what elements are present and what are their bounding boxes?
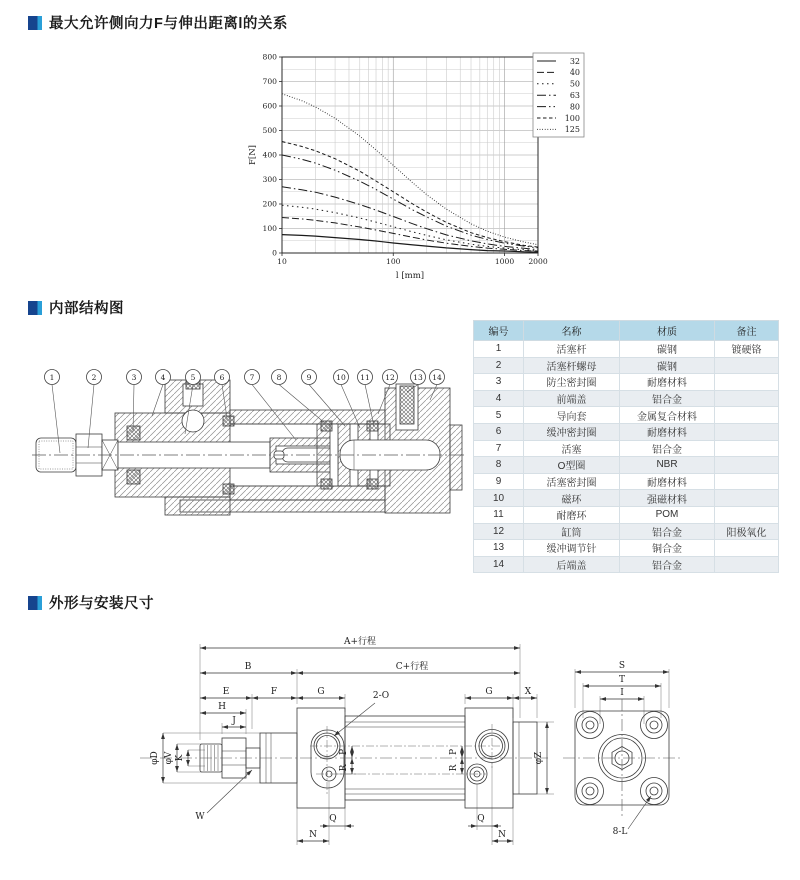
svg-text:G: G [485,687,493,697]
table-cell: NBR [620,457,715,474]
svg-text:X: X [524,687,532,697]
svg-text:10: 10 [336,372,346,382]
svg-text:2-O: 2-O [372,691,390,701]
svg-text:3: 3 [131,372,137,382]
section-bullet-icon [28,301,42,315]
svg-text:B: B [244,662,252,672]
table-cell: 7 [474,440,524,457]
svg-text:100: 100 [262,224,277,234]
svg-text:T: T [618,675,626,685]
parts-table-head [474,321,779,341]
svg-text:φV: φV [164,751,174,765]
table-row [474,423,779,440]
table-cell: 后端盖 [524,556,620,573]
table-cell: 14 [474,556,524,573]
table-cell: 3 [474,374,524,391]
table-cell [715,457,779,474]
table-row [474,407,779,424]
table-row [474,457,779,474]
section-bullet-icon [28,596,42,610]
table-row [474,390,779,407]
table-cell: 耐磨材料 [620,423,715,440]
svg-text:φZ: φZ [534,751,544,765]
svg-text:500: 500 [262,126,277,136]
svg-text:40: 40 [569,68,580,78]
svg-text:1: 1 [49,372,55,382]
svg-text:Q: Q [329,814,337,824]
dimension-lines [150,635,669,843]
cylinder-cross-section [36,380,462,515]
svg-text:6: 6 [219,372,225,382]
svg-text:E: E [222,687,230,697]
table-row [474,473,779,490]
table-cell: 耐磨材料 [620,473,715,490]
svg-text:φD: φD [150,751,160,765]
table-cell: 6 [474,423,524,440]
table-cell [715,357,779,374]
table-cell [715,407,779,424]
table-cell: 磁环 [524,490,620,507]
svg-text:S: S [618,661,626,671]
svg-text:Q: Q [477,814,485,824]
table-cell: 镀硬铬 [715,341,779,358]
parts-table-body [474,341,779,573]
section-title-dimensions [28,592,154,613]
table-row [474,506,779,523]
table-header-row [474,321,779,341]
table-cell: 缓冲密封圈 [524,423,620,440]
svg-text:N: N [498,830,506,840]
table-row [474,490,779,507]
table-row [474,540,779,557]
table-cell: 1 [474,341,524,358]
svg-text:I: I [620,688,624,698]
svg-text:K: K [175,754,185,762]
column-header: 名称 [524,321,620,341]
table-cell [715,490,779,507]
table-cell: 阳极氧化 [715,523,779,540]
svg-text:2: 2 [91,372,97,382]
side-view [140,708,548,808]
table-row [474,341,779,358]
table-cell: 活塞 [524,440,620,457]
svg-text:80: 80 [569,102,580,112]
table-cell [715,374,779,391]
svg-text:12: 12 [385,372,395,382]
svg-text:63: 63 [569,91,580,100]
table-cell [715,556,779,573]
svg-text:0: 0 [272,248,277,258]
column-header: 材质 [620,321,715,341]
table-cell [715,390,779,407]
parts-table [473,320,779,573]
table-cell: 铝合金 [620,390,715,407]
table-cell: 4 [474,390,524,407]
svg-text:2000: 2000 [528,257,548,266]
chart-axis-ticks [263,53,548,266]
svg-text:800: 800 [262,52,277,62]
svg-text:W: W [195,812,205,822]
chart-grid [282,57,538,253]
table-cell: 碳钢 [620,341,715,358]
table-cell: 铝合金 [620,523,715,540]
table-cell: 缸筒 [524,523,620,540]
table-cell: 防尘密封圈 [524,374,620,391]
table-cell: 11 [474,506,524,523]
table-cell: 9 [474,473,524,490]
svg-text:14: 14 [432,372,442,382]
table-cell: 缓冲调节针 [524,540,620,557]
svg-text:8-L: 8-L [612,827,628,837]
table-cell: 12 [474,523,524,540]
table-cell: POM [620,506,715,523]
chart-legend [533,53,584,137]
table-cell: 5 [474,407,524,424]
table-cell: 活塞杆螺母 [524,357,620,374]
svg-text:1000: 1000 [494,257,515,266]
svg-text:G: G [317,687,325,697]
table-row [474,357,779,374]
svg-text:A+行程: A+行程 [343,637,377,647]
table-cell: 2 [474,357,524,374]
table-cell: 10 [474,490,524,507]
svg-text:C+行程: C+行程 [395,662,429,672]
svg-text:10: 10 [277,257,287,266]
dimension-drawing [130,628,690,876]
svg-text:l [mm]: l [mm] [395,271,425,281]
column-header: 编号 [474,321,524,341]
svg-text:5: 5 [190,372,196,382]
svg-text:F[N]: F[N] [248,145,258,165]
table-cell: 前端盖 [524,390,620,407]
svg-text:11: 11 [360,372,370,382]
table-row [474,440,779,457]
svg-text:R: R [449,764,459,772]
table-cell: 铝合金 [620,440,715,457]
table-cell [715,423,779,440]
svg-text:300: 300 [262,175,277,185]
table-cell: 金属复合材料 [620,407,715,424]
table-cell [715,473,779,490]
end-view [563,699,681,817]
svg-text:32: 32 [569,56,580,66]
svg-text:4: 4 [160,372,166,382]
svg-text:600: 600 [262,101,277,111]
svg-text:P: P [339,748,349,756]
table-cell: 13 [474,540,524,557]
table-row [474,556,779,573]
table-cell: 铜合金 [620,540,715,557]
svg-text:N: N [309,830,317,840]
svg-text:9: 9 [306,372,312,382]
svg-text:8: 8 [276,372,282,382]
table-cell: 活塞杆 [524,341,620,358]
table-cell: 耐磨材料 [620,374,715,391]
svg-text:H: H [218,702,226,712]
section-title-side-force [28,12,288,33]
svg-text:R: R [339,764,349,772]
side-force-chart [246,45,596,285]
svg-text:13: 13 [413,372,423,382]
extension-lines [163,644,669,845]
section-title-text: 最大允许侧向力F与伸出距离l的关系 [49,16,288,32]
table-row [474,523,779,540]
table-cell: 铝合金 [620,556,715,573]
table-cell: 8 [474,457,524,474]
column-header: 备注 [715,321,779,341]
svg-text:F: F [270,687,278,697]
table-cell: 强磁材料 [620,490,715,507]
svg-text:50: 50 [569,79,580,89]
section-title-internal-structure [28,297,124,318]
table-cell: O型圈 [524,457,620,474]
section-title-text: 内部结构图 [49,301,124,317]
parts-table-container [473,320,779,573]
table-cell: 导向套 [524,407,620,424]
svg-text:400: 400 [262,150,277,160]
table-cell [715,440,779,457]
internal-structure-diagram [30,358,470,563]
table-cell [715,506,779,523]
svg-text:7: 7 [249,372,255,382]
table-cell: 活塞密封圈 [524,473,620,490]
svg-text:100: 100 [564,113,580,123]
section-title-text: 外形与安装尺寸 [49,596,154,612]
table-row [474,374,779,391]
svg-text:100: 100 [386,257,401,266]
section-bullet-icon [28,16,42,30]
svg-text:125: 125 [564,125,580,135]
svg-text:200: 200 [262,199,277,209]
table-cell [715,540,779,557]
svg-text:P: P [449,748,459,756]
svg-text:J: J [232,716,236,726]
svg-text:700: 700 [262,77,277,87]
table-cell: 耐磨环 [524,506,620,523]
table-cell: 碳钢 [620,357,715,374]
